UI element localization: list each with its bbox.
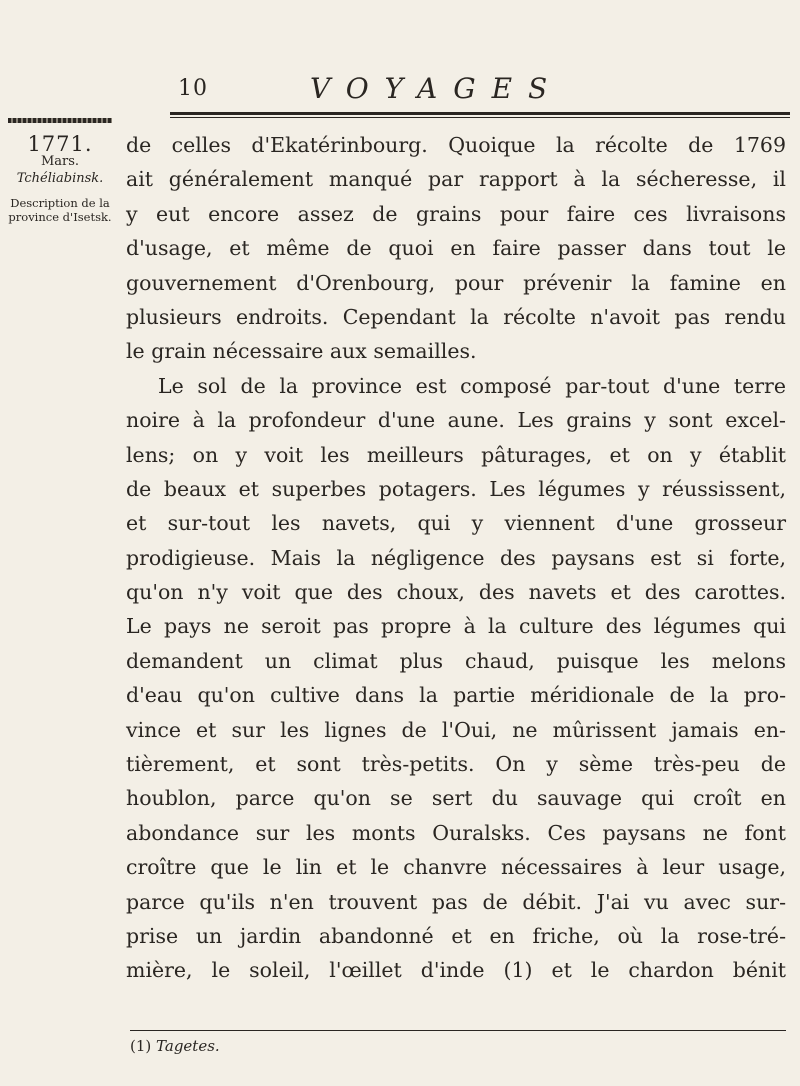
margin-month: Mars.: [40, 154, 80, 169]
footnote-marker: (1): [130, 1037, 152, 1055]
footnote-rule: [130, 1030, 786, 1031]
text-line: lens; on y voit les meilleurs pâturages, et on y établit: [126, 442, 786, 467]
page-number: 10: [178, 76, 208, 101]
footnote: [130, 1037, 220, 1055]
text-line: Le sol de la province est composé par-tout d'une terre: [158, 373, 786, 398]
header-rule-thin: [170, 117, 790, 118]
text-line: de celles d'Ekatérinbourg. Quoique la récolte de 1769: [126, 133, 786, 157]
text-line: ait généralement manqué par rapport à la sécheresse, il: [126, 167, 786, 192]
text-line: parce qu'ils n'en trouvent pas de débit. J'ai vu avec sur-: [126, 889, 786, 914]
margin-description-1: Description de la: [10, 196, 110, 210]
text-line: le grain nécessaire aux semailles.: [126, 339, 477, 364]
text-line: croître que le lin et le chanvre nécessaires à leur usage,: [126, 855, 786, 880]
footnote-text: Tagetes.: [156, 1037, 220, 1055]
text-line: noire à la profondeur d'une aune. Les grains y sont excel-: [126, 408, 786, 433]
header-rule: [170, 112, 790, 115]
text-line: vince et sur les lignes de l'Oui, ne mûrissent jamais en-: [126, 717, 786, 742]
text-line: gouvernement d'Orenbourg, pour prévenir la famine en: [126, 270, 786, 295]
margin-year: 1771.: [27, 132, 93, 156]
text-line: Le pays ne seroit pas propre à la culture des légumes qui: [126, 614, 786, 639]
text-line: prise un jardin abandonné et en friche, où la rose-tré-: [126, 923, 786, 948]
margin-ornament-bar: [8, 118, 112, 123]
text-line: abondance sur les monts Ouralsks. Ces paysans ne font: [126, 820, 786, 845]
margin-note: [6, 118, 114, 224]
text-line: de beaux et superbes potagers. Les légumes y réussissent,: [126, 476, 786, 501]
text-line: mière, le soleil, l'œillet d'inde (1) et le chardon bénit: [126, 958, 786, 983]
running-head: VOYAGES: [310, 72, 564, 105]
text-line: prodigieuse. Mais la négligence des paysans est si forte,: [126, 545, 786, 570]
margin-description-2: province d'Isetsk.: [8, 210, 112, 224]
margin-place: Tchéliabinsk.: [16, 171, 104, 186]
text-line: qu'on n'y voit que des choux, des navets et des carottes.: [126, 580, 786, 605]
text-line: et sur-tout les navets, qui y viennent d'une grosseur: [126, 511, 786, 536]
text-line: d'eau qu'on cultive dans la partie méridionale de la pro-: [126, 683, 786, 708]
text-line: houblon, parce qu'on se sert du sauvage qui croît en: [126, 786, 786, 811]
text-line: demandent un climat plus chaud, puisque les melons: [126, 648, 786, 673]
text-line: tièrement, et sont très-petits. On y sème très-peu de: [126, 752, 786, 777]
text-line: plusieurs endroits. Cependant la récolte n'avoit pas rendu: [126, 304, 786, 329]
body-text: [126, 128, 786, 988]
text-line: d'usage, et même de quoi en faire passer dans tout le: [126, 236, 786, 261]
text-line: y eut encore assez de grains pour faire ces livraisons: [126, 201, 786, 226]
